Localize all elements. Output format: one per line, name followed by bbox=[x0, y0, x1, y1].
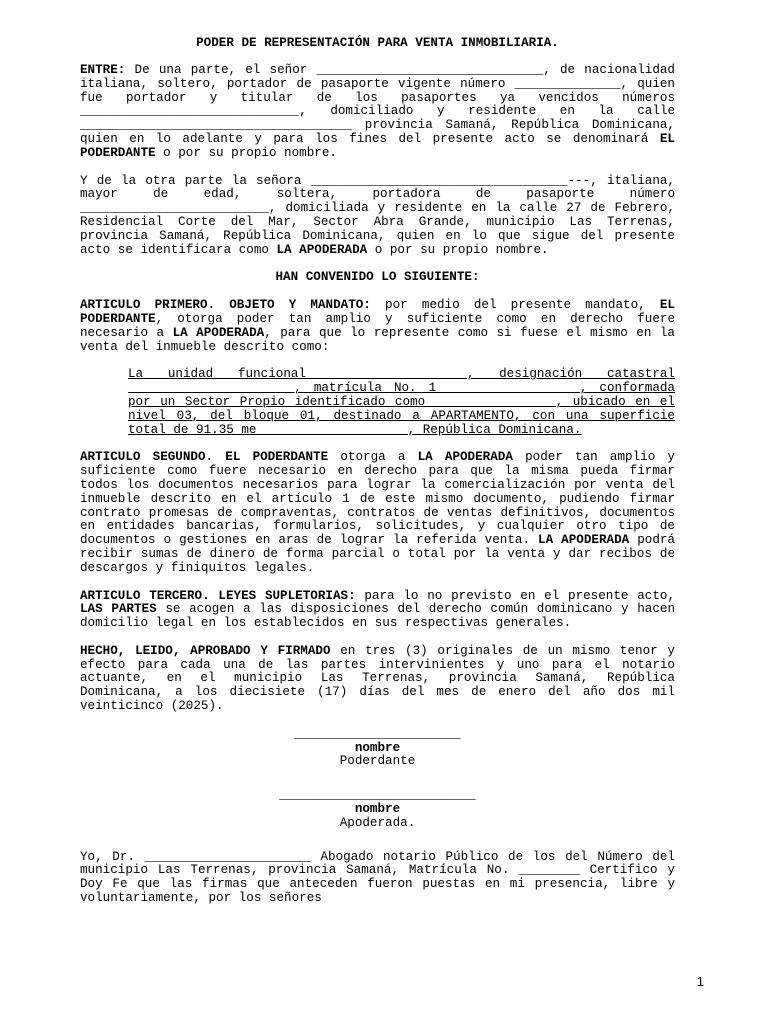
art1-text-c: , para que lo represente como si fuese el mismo en la venta del inmueble descrito como: bbox=[80, 325, 675, 354]
art2-apoderada: LA APODERADA bbox=[417, 450, 513, 465]
otra-parte-text-a: Y de la otra parte la señora __________________________________---, italiana, mayor de edad, soltera, portadora de pasaporte número _________________________, domiciliada y residente en la calle 27 de Febrero, Residencial Corte del Mar, Sector Abra Grande, municipio Las Terrenas, provincia Samaná, República Dominicana, quien en lo que sigue del presente acto se identificara como bbox=[80, 173, 675, 257]
signature-line: ______________________ bbox=[294, 726, 461, 741]
art3-text-a: para lo no previsto en el presente acto, bbox=[355, 588, 675, 603]
unidad-funcional-block bbox=[128, 368, 675, 437]
otra-parte-text-b: o por su propio nombre. bbox=[367, 242, 549, 257]
signature-apoderada bbox=[80, 789, 675, 830]
art2-apoderada-2: LA APODERADA bbox=[538, 533, 630, 548]
paragraph-entre bbox=[80, 64, 675, 161]
document-page bbox=[80, 36, 675, 920]
hecho-leido bbox=[80, 645, 675, 714]
art3-partes: LAS PARTES bbox=[80, 602, 157, 617]
otra-parte-apoderada: LA APODERADA bbox=[276, 242, 368, 257]
entre-label: ENTRE: bbox=[80, 63, 126, 77]
han-convenido-heading: HAN CONVENIDO LO SIGUIENTE: bbox=[275, 270, 480, 285]
art2-text-b: poder tan amplio y suficiente como fuere necesario en derecho para que la misma pueda firmar todos los documentos necesarios para lograr la comercialización por venta del inmueble descrito en el artículo 1 de este mismo documento, pudiendo firmar contrato promesas de compraventas, contratos de ventas definitivos, documentos en entidades bancarias, formularios, solicitudes, y cualquier otro tipo de documentos o gestiones en aras de lograr la referida venta. bbox=[80, 450, 675, 548]
articulo-segundo bbox=[80, 451, 675, 575]
paragraph-otra-parte bbox=[80, 175, 675, 258]
signature-line: __________________________ bbox=[279, 788, 476, 803]
signature-poderdante bbox=[80, 728, 675, 769]
articulo-segundo-heading: ARTICULO SEGUNDO. EL PODERDANTE bbox=[80, 450, 329, 465]
signature-role: Apoderada. bbox=[339, 815, 416, 830]
art1-apoderada: LA APODERADA bbox=[172, 325, 265, 340]
articulo-tercero-heading: ARTICULO TERCERO. LEYES SUPLETORIAS: bbox=[80, 588, 356, 603]
unidad-apartamento: APARTAMENTO bbox=[430, 408, 514, 423]
art1-text-a: por medio del presente mandato, bbox=[370, 298, 660, 313]
art2-text-c: podrá recibir sumas de dinero de forma parcial o total por la venta y dar recibos de descargos y finiquitos legales. bbox=[80, 533, 675, 575]
art1-poderdante: EL PODERDANTE bbox=[80, 298, 675, 326]
hecho-heading: HECHO, LEIDO, APROBADO Y FIRMADO bbox=[80, 643, 331, 658]
page-number: 1 bbox=[696, 974, 704, 989]
unidad-text-b: , con una superficie total de 91.35 me ___________________, República Dominicana. bbox=[128, 408, 675, 437]
entre-text-a: De una parte, el señor ______________________________, de nacionalidad italiana, soltero, portador de pasaporte vigente número ______________, quien fue portador y titular de los pasaportes ya vencidos números _____________________________, domiciliado y residente en la calle ____________________________________ provincia Samaná, República Dominicana, quien en lo adelante y para los fines del presente acto se denominará bbox=[80, 63, 675, 146]
signature-role: Poderdante bbox=[339, 754, 416, 769]
entre-poderdante: EL PODERDANTE bbox=[80, 131, 675, 160]
entre-text-b: o por su propio nombre. bbox=[155, 145, 337, 160]
art1-text-b: , otorga poder tan amplio y suficiente como en derecho fuere necesario a bbox=[80, 311, 675, 340]
document-title: PODER DE REPRESENTACIÓN PARA VENTA INMOBILIARIA. bbox=[196, 36, 559, 50]
hecho-text: en tres (3) originales de un mismo tenor y efecto para cada una de las partes intervinientes y uno para el notario actuante, en el municipio Las Terrenas, provincia Samaná, República Dominicana, a los diecisiete (17) días del mes de enero del año dos mil veinticinco (2025). bbox=[80, 643, 675, 714]
signature-name: nombre bbox=[354, 802, 401, 817]
notary-certification: Yo, Dr. ______________________ Abogado notario Público de los del Número del municipio Las Terrenas, provincia Samaná, Matrícula No. ________ Certifico y Doy Fe que las firmas que anteceden fueron puestas en mi presencia, libre y voluntariamente, por los señores bbox=[80, 849, 675, 906]
articulo-primero-heading: ARTICULO PRIMERO. OBJETO Y MANDATO: bbox=[80, 298, 371, 313]
signature-name: nombre bbox=[354, 740, 401, 755]
art2-text-a: otorga a bbox=[328, 450, 418, 465]
articulo-tercero bbox=[80, 590, 675, 631]
articulo-primero bbox=[80, 299, 675, 354]
unidad-text-a: La unidad funcional __________________, designación catastral ______________________, matrícula No. 1___________________, conformada por un Sector Propio identificado como ________________, ubicado en el nivel 03, del bloque 01, destinado a bbox=[128, 367, 675, 423]
art3-text-b: se acogen a las disposiciones del derecho común dominicano y hacen domicilio legal en los establecidos en sus respectivas generales. bbox=[80, 602, 675, 631]
